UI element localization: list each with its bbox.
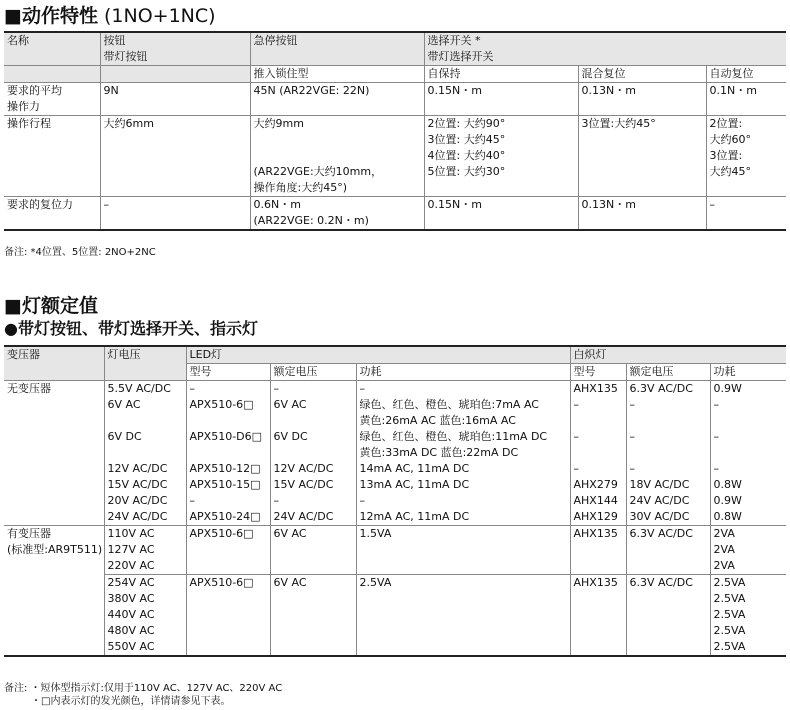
cell-m: APX510-6□ xyxy=(186,575,270,592)
cell-v: 24V AC/DC xyxy=(104,509,186,526)
cell-m: APX510-15□ xyxy=(186,477,270,493)
cell-im xyxy=(570,445,626,461)
header-led: LED灯 xyxy=(186,346,570,364)
transformer-group-note: (标准型:AR9T511) xyxy=(7,543,103,556)
table-row xyxy=(4,493,786,509)
table-row-reset-force: 要求的复位力 – 0.6N・m (AR22VGE: 0.2N・m) 0.15N・m 0.13N・m – xyxy=(4,197,786,231)
cell-im: – xyxy=(570,397,626,413)
cell-m: APX510-6□ xyxy=(186,526,270,543)
header-sel-auto: 自动复位 xyxy=(706,66,786,83)
section-title-text: 灯额定值 xyxy=(21,295,98,317)
cell-v: 440V AC xyxy=(104,607,186,623)
cell-m xyxy=(186,445,270,461)
cell-p xyxy=(356,558,570,575)
cell-r xyxy=(270,607,356,623)
cell-m xyxy=(186,639,270,656)
cell-v: 15V AC/DC xyxy=(104,477,186,493)
cell-m xyxy=(186,623,270,639)
header-lamp-voltage: 灯电压 xyxy=(104,346,186,364)
table-row xyxy=(4,461,786,477)
table-row xyxy=(4,477,786,493)
cell-im xyxy=(570,639,626,656)
transformer-group-label: 无变压器 xyxy=(4,381,104,398)
cell-r: 6V AC xyxy=(270,526,356,543)
cell-ir: – xyxy=(626,461,710,477)
cell-p: 13mA AC, 11mA DC xyxy=(356,477,570,493)
cell-im xyxy=(570,558,626,575)
cell-r xyxy=(270,445,356,461)
cell-p: – xyxy=(356,381,570,398)
table-row xyxy=(4,397,786,413)
header-selector-lit: 带灯选择开关 xyxy=(424,49,786,66)
operating-characteristics-table xyxy=(4,31,786,231)
cell-m: – xyxy=(186,493,270,509)
cell-m xyxy=(186,591,270,607)
header-transformer: 变压器 xyxy=(4,346,104,364)
cell-r xyxy=(270,591,356,607)
lamp-ratings-table xyxy=(4,345,786,657)
cell-v: 480V AC xyxy=(104,623,186,639)
cell-p: 2.5VA xyxy=(356,575,570,592)
transformer-group-label: 有变压器 xyxy=(4,526,104,543)
cell-r: – xyxy=(270,381,356,398)
cell-r: 6V DC xyxy=(270,429,356,445)
cell-ir xyxy=(626,445,710,461)
cell-r: – xyxy=(270,493,356,509)
cell-im xyxy=(570,542,626,558)
cell-m xyxy=(186,413,270,429)
cell-ir xyxy=(626,607,710,623)
cell-ir xyxy=(626,542,710,558)
cell-ip: 2.5VA xyxy=(710,639,786,656)
cell-r xyxy=(270,413,356,429)
cell-im: – xyxy=(570,429,626,445)
cell-ir: 18V AC/DC xyxy=(626,477,710,493)
table-row xyxy=(4,509,786,526)
square-bullet-icon: ■ xyxy=(4,5,22,27)
section-subtitle-lit-devices: ●带灯按钮、带灯选择开关、指示灯 xyxy=(4,319,258,338)
table-row xyxy=(4,607,786,623)
cell-ip: 2VA xyxy=(710,542,786,558)
cell-p xyxy=(356,623,570,639)
cell-p: 1.5VA xyxy=(356,526,570,543)
cell-p: 14mA AC, 11mA DC xyxy=(356,461,570,477)
cell-ir: 6.3V AC/DC xyxy=(626,381,710,398)
table-row xyxy=(4,381,786,398)
cell-m xyxy=(186,542,270,558)
section-title-text: 动作特性 xyxy=(21,5,98,27)
cell-r: 6V AC xyxy=(270,397,356,413)
header-inc-power: 功耗 xyxy=(710,364,786,381)
cell-ip: 2.5VA xyxy=(710,607,786,623)
cell-im: AHX129 xyxy=(570,509,626,526)
cell-m: APX510-D6□ xyxy=(186,429,270,445)
cell-r: 12V AC/DC xyxy=(270,461,356,477)
cell-m: APX510-24□ xyxy=(186,509,270,526)
cell-r: 6V AC xyxy=(270,575,356,592)
cell-m xyxy=(186,558,270,575)
table-row xyxy=(4,526,786,543)
header-estop-type: 推入锁住型 xyxy=(250,66,424,83)
cell-v xyxy=(104,445,186,461)
cell-p xyxy=(356,607,570,623)
cell-r xyxy=(270,623,356,639)
header-incandescent: 白炽灯 xyxy=(570,346,786,364)
cell-ir: – xyxy=(626,429,710,445)
cell-im: AHX279 xyxy=(570,477,626,493)
square-bullet-icon: ■ xyxy=(4,295,22,317)
cell-im: AHX135 xyxy=(570,381,626,398)
cell-ir: 30V AC/DC xyxy=(626,509,710,526)
cell-v: 6V AC xyxy=(104,397,186,413)
cell-p: 黄色:33mA DC 蓝色:22mA DC xyxy=(356,445,570,461)
header-button-lit: 带灯按钮 xyxy=(100,49,250,66)
header-led-rated: 额定电压 xyxy=(270,364,356,381)
cell-ip: 2VA xyxy=(710,526,786,543)
cell-v: 550V AC xyxy=(104,639,186,656)
cell-im xyxy=(570,413,626,429)
cell-ir: – xyxy=(626,397,710,413)
cell-m: – xyxy=(186,381,270,398)
table-row xyxy=(4,639,786,656)
cell-v: 12V AC/DC xyxy=(104,461,186,477)
section-subtitle: (1NO+1NC) xyxy=(97,5,216,27)
cell-p: 绿色、红色、橙色、琥珀色:11mA DC xyxy=(356,429,570,445)
section-title-operating-characteristics xyxy=(4,4,216,28)
cell-im xyxy=(570,607,626,623)
cell-im: AHX135 xyxy=(570,575,626,592)
cell-im: – xyxy=(570,461,626,477)
cell-v: 20V AC/DC xyxy=(104,493,186,509)
section2-note-2: ・□内表示灯的发光颜色，详情请参见下表。 xyxy=(31,696,231,707)
header-inc-rated: 额定电压 xyxy=(626,364,710,381)
cell-ip: 2VA xyxy=(710,558,786,575)
table-row xyxy=(4,429,786,445)
cell-ip: 2.5VA xyxy=(710,623,786,639)
cell-v xyxy=(104,413,186,429)
cell-ip: 0.9W xyxy=(710,493,786,509)
cell-ir xyxy=(626,558,710,575)
cell-p: 黄色:26mA AC 蓝色:16mA AC xyxy=(356,413,570,429)
cell-im xyxy=(570,591,626,607)
cell-ir: 24V AC/DC xyxy=(626,493,710,509)
header-sel-mixed: 混合复位 xyxy=(578,66,706,83)
cell-v: 220V AC xyxy=(104,558,186,575)
header-led-model: 型号 xyxy=(186,364,270,381)
cell-v: 127V AC xyxy=(104,542,186,558)
cell-v: 6V DC xyxy=(104,429,186,445)
cell-m: APX510-6□ xyxy=(186,397,270,413)
table-row-operating-stroke: 操作行程 大约6mm 大约9mm (AR22VGE:大约10mm， 操作角度:大约45°) 2位置: 大约90° 3位置: 大约45° 4位置: 大约40° 5位置: 大约30° 3位置:大约45° 2位置: 大约60° 3位置: 大约45° xyxy=(4,116,786,197)
section1-note: 备注: *4位置、5位置: 2NO+2NC xyxy=(4,247,156,258)
header-inc-model: 型号 xyxy=(570,364,626,381)
cell-ip: 0.8W xyxy=(710,477,786,493)
cell-im xyxy=(570,623,626,639)
cell-p xyxy=(356,591,570,607)
cell-r: 24V AC/DC xyxy=(270,509,356,526)
cell-ip: 0.8W xyxy=(710,509,786,526)
section-title-lamp-ratings xyxy=(4,294,98,318)
cell-v: 380V AC xyxy=(104,591,186,607)
header-estop: 急停按钮 xyxy=(250,32,424,49)
cell-r: 15V AC/DC xyxy=(270,477,356,493)
section2-note-1: 备注: ・短体型指示灯:仅用于110V AC、127V AC、220V AC xyxy=(4,683,283,694)
cell-im: AHX135 xyxy=(570,526,626,543)
cell-p: – xyxy=(356,493,570,509)
table-row xyxy=(4,445,786,461)
cell-v: 5.5V AC/DC xyxy=(104,381,186,398)
cell-ir: 6.3V AC/DC xyxy=(626,575,710,592)
cell-ir xyxy=(626,639,710,656)
header-name: 名称 xyxy=(4,32,100,49)
cell-v: 110V AC xyxy=(104,526,186,543)
header-selector: 选择开关 * xyxy=(424,32,786,49)
table-row-operating-force: 要求的平均 操作力 9N 45N (AR22VGE: 22N) 0.15N・m 0.13N・m 0.1N・m xyxy=(4,83,786,116)
table-row xyxy=(4,542,786,558)
cell-ir xyxy=(626,591,710,607)
cell-ip: – xyxy=(710,397,786,413)
cell-p: 12mA AC, 11mA DC xyxy=(356,509,570,526)
table-row xyxy=(4,623,786,639)
table-row xyxy=(4,413,786,429)
cell-r xyxy=(270,558,356,575)
cell-p xyxy=(356,542,570,558)
cell-ip: – xyxy=(710,429,786,445)
cell-v: 254V AC xyxy=(104,575,186,592)
table-row xyxy=(4,575,786,592)
cell-ip: – xyxy=(710,461,786,477)
header-button: 按钮 xyxy=(100,32,250,49)
cell-ir xyxy=(626,413,710,429)
cell-ip: 2.5VA xyxy=(710,575,786,592)
table-row xyxy=(4,591,786,607)
cell-ip xyxy=(710,413,786,429)
table-row xyxy=(4,558,786,575)
cell-ip xyxy=(710,445,786,461)
cell-ip: 0.9W xyxy=(710,381,786,398)
header-sel-maintained: 自保持 xyxy=(424,66,578,83)
cell-ip: 2.5VA xyxy=(710,591,786,607)
cell-p xyxy=(356,639,570,656)
cell-im: AHX144 xyxy=(570,493,626,509)
cell-r xyxy=(270,639,356,656)
cell-p: 绿色、红色、橙色、琥珀色:7mA AC xyxy=(356,397,570,413)
header-led-power: 功耗 xyxy=(356,364,570,381)
cell-ir xyxy=(626,623,710,639)
cell-m xyxy=(186,607,270,623)
cell-m: APX510-12□ xyxy=(186,461,270,477)
cell-r xyxy=(270,542,356,558)
cell-ir: 6.3V AC/DC xyxy=(626,526,710,543)
